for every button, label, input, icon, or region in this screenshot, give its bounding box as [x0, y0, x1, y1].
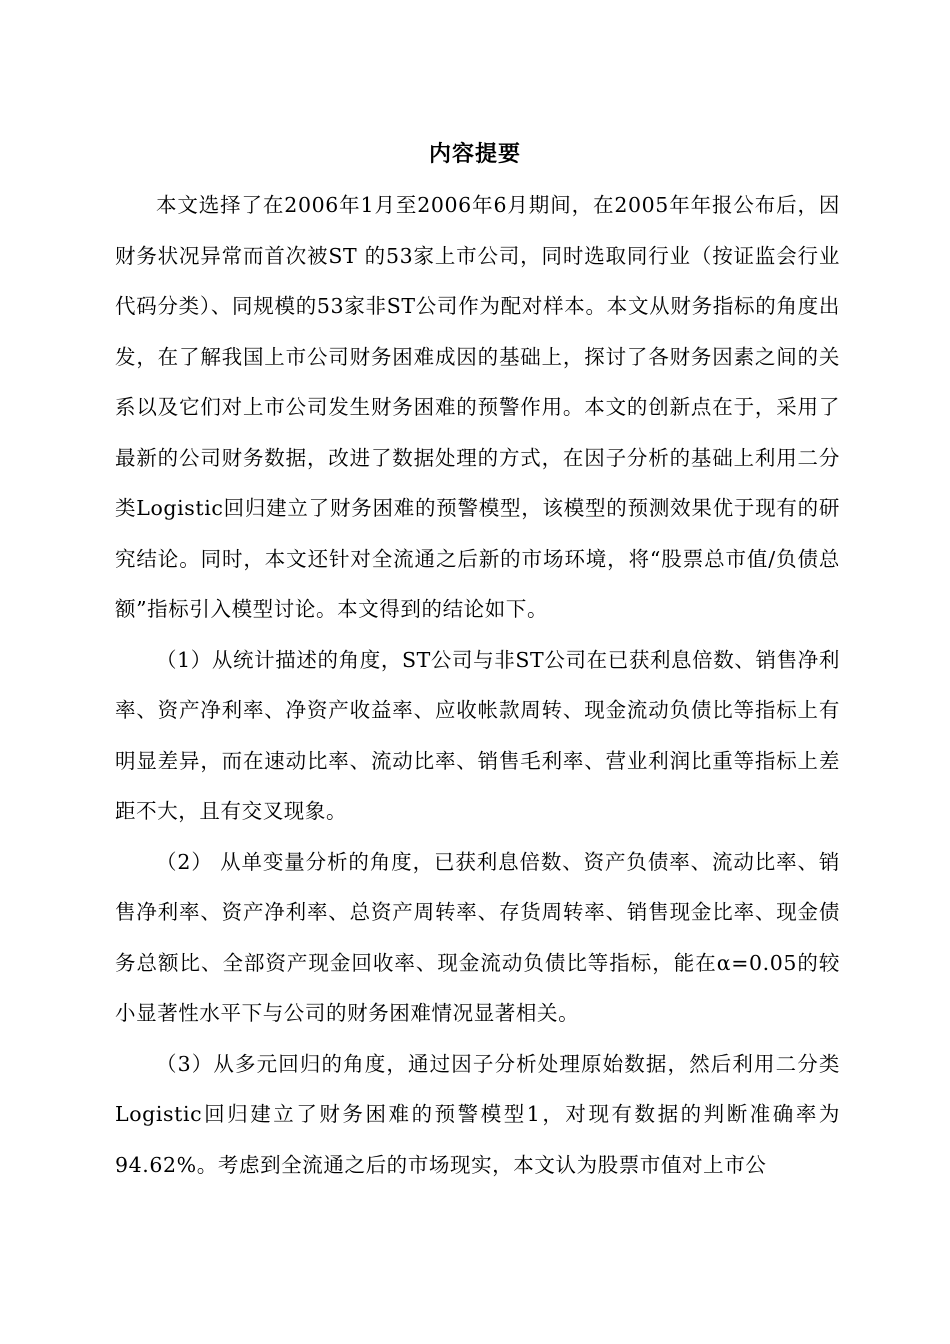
paragraph-conclusion-1: （1）从统计描述的角度，ST公司与非ST公司在已获利息倍数、销售净利率、资产净利率、净资产收益率、应收帐款周转、现金流动负债比等指标上有明显差异，而在速动比率、流动比率、销售毛利率、营业利润比重等指标上差距不大，且有交叉现象。: [115, 647, 840, 823]
document-title: 内容提要: [428, 141, 521, 167]
paragraph-intro: 本文选择了在2006年1月至2006年6月期间，在2005年年报公布后，因财务状况异常而首次被ST 的53家上市公司，同时选取同行业（按证监会行业代码分类）、同规模的53家非ST公司作为配对样本。本文从财务指标的角度出发，在了解我国上市公司财务困难成因的基础上，探讨了各财务因素之间的关系以及它们对上市公司发生财务困难的预警作用。本文的创新点在于，采用了最新的公司财务数据，改进了数据处理的方式，在因子分析的基础上利用二分类Logistic回归建立了财务困难的预警模型，该模型的预测效果优于现有的研究结论。同时，本文还针对全流通之后新的市场环境，将“股票总市值/负债总额”指标引入模型讨论。本文得到的结论如下。: [115, 193, 840, 621]
document-body: [115, 180, 840, 1190]
paragraph-conclusion-3: （3）从多元回归的角度，通过因子分析处理原始数据，然后利用二分类Logistic回归建立了财务困难的预警模型1，对现有数据的判断准确率为94.62%。考虑到全流通之后的市场现实，本文认为股票市值对上市公: [115, 1051, 840, 1177]
paragraph-conclusion-2: （2） 从单变量分析的角度，已获利息倍数、资产负债率、流动比率、销售净利率、资产净利率、总资产周转率、存货周转率、销售现金比率、现金债务总额比、全部资产现金回收率、现金流动负债比等指标，能在α=0.05的较小显著性水平下与公司的财务困难情况显著相关。: [115, 849, 840, 1025]
